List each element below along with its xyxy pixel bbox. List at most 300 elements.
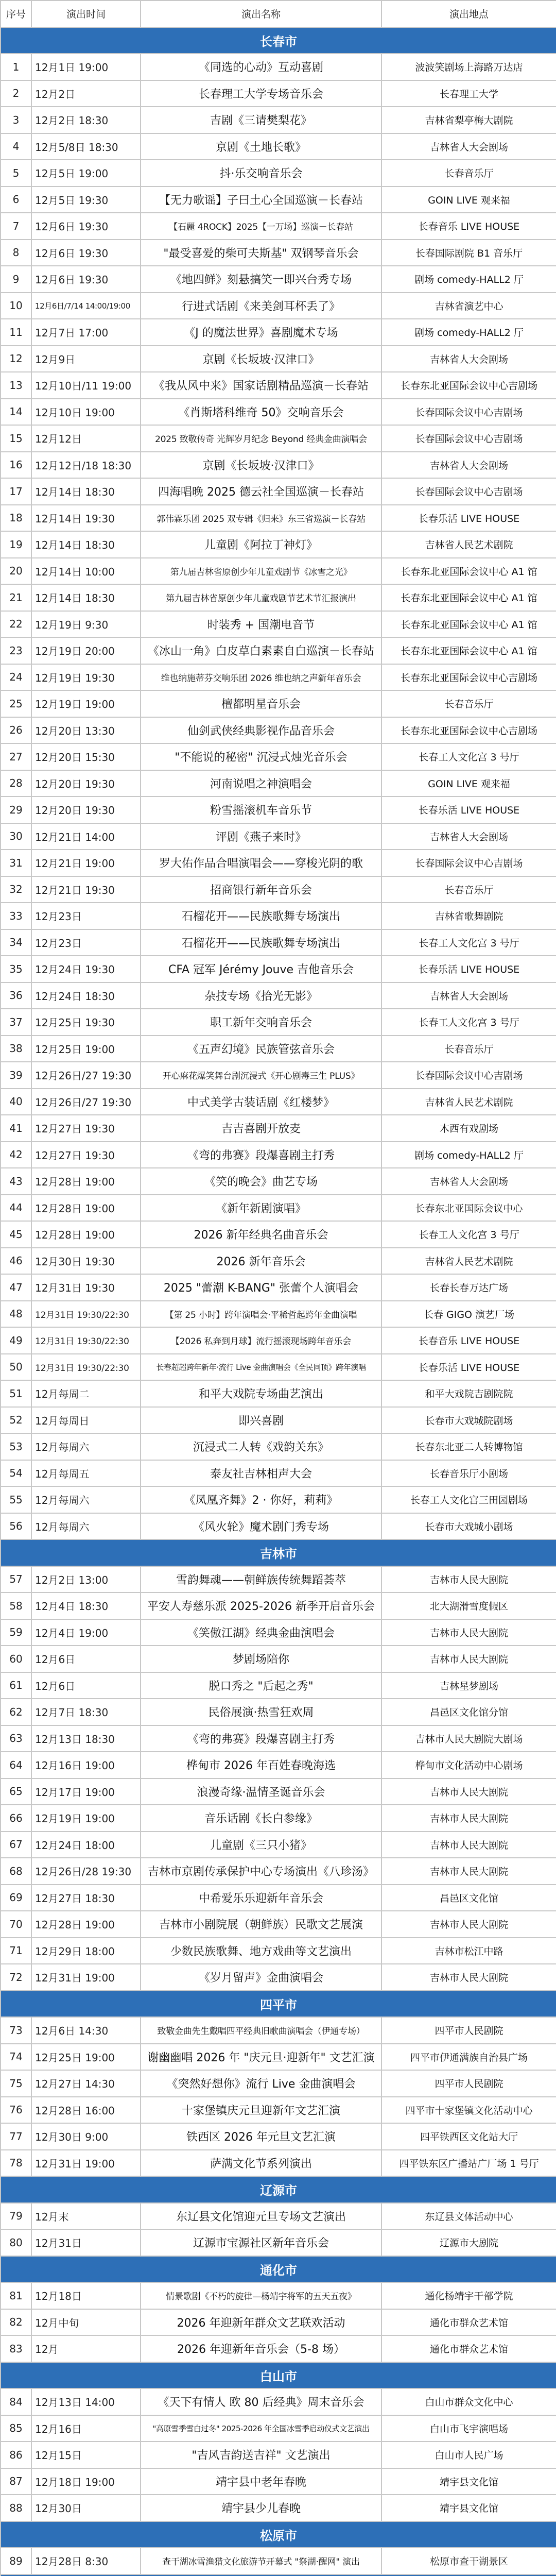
event-venue: 长春音乐厅 <box>381 1036 556 1062</box>
event-row <box>1 929 556 956</box>
event-row <box>1 1301 556 1328</box>
event-venue: 长春东北亚国际会议中心 A1 馆 <box>381 584 556 611</box>
event-venue: 长春东北亚国际会议中心 A1 馆 <box>381 637 556 664</box>
event-time: 12月中旬 <box>31 2309 141 2336</box>
event-time: 12月24日 18:30 <box>31 982 141 1009</box>
event-venue: 长春市大戏城院剧场 <box>381 1407 556 1434</box>
event-name: 吉林市小剧院展（朝鲜族）民歌文艺展演 <box>141 1911 381 1938</box>
event-row <box>1 399 556 426</box>
event-number: 75 <box>1 2070 31 2097</box>
event-row <box>1 2203 556 2230</box>
event-number: 70 <box>1 1911 31 1938</box>
event-row <box>1 1248 556 1275</box>
event-row <box>1 1858 556 1885</box>
event-row <box>1 1274 556 1301</box>
event-time: 12月21日 19:30 <box>31 876 141 903</box>
event-time: 12月30日 9:00 <box>31 2123 141 2150</box>
event-time: 12月27日 18:30 <box>31 1885 141 1911</box>
event-time: 12月每周六 <box>31 1513 141 1540</box>
event-venue: 吉林市松江中路 <box>381 1938 556 1964</box>
event-row <box>1 2070 556 2097</box>
event-time: 12月10日/11 19:00 <box>31 372 141 399</box>
event-time: 12月每周六 <box>31 1486 141 1513</box>
event-number: 38 <box>1 1036 31 1062</box>
event-time: 12月4日 19:00 <box>31 1619 141 1646</box>
event-venue: 长春市大戏城小剧场 <box>381 1513 556 1540</box>
event-name: 抖·乐交响音乐会 <box>141 160 381 187</box>
event-name: 《同选的心动》互动喜剧 <box>141 54 381 80</box>
event-number: 87 <box>1 2468 31 2495</box>
event-number: 52 <box>1 1407 31 1434</box>
event-row <box>1 743 556 770</box>
event-venue: 吉林市人民大剧院大剧场 <box>381 1725 556 1752</box>
event-number: 15 <box>1 425 31 452</box>
event-time: 12月28日 8:30 <box>31 2548 141 2574</box>
event-venue: 剧场 comedy-HALL2 厅 <box>381 1142 556 1168</box>
event-name: "最受喜爱的柴可夫斯基" 双钢琴音乐会 <box>141 240 381 266</box>
event-name: 吉剧《三请樊梨花》 <box>141 107 381 133</box>
event-row <box>1 80 556 107</box>
event-row <box>1 213 556 240</box>
event-name: 行进式话剧《来美剑耳杯丢了》 <box>141 293 381 319</box>
event-row <box>1 1009 556 1036</box>
event-number: 58 <box>1 1592 31 1619</box>
header-venue: 演出地点 <box>381 1 556 27</box>
event-time: 12月27日 19:30 <box>31 1142 141 1168</box>
event-venue: 通化杨靖宇干部学院 <box>381 2282 556 2309</box>
event-venue: 剧场 comedy-HALL2 厅 <box>381 266 556 293</box>
event-venue: 白山市飞宇演唱场 <box>381 2415 556 2442</box>
event-name: 《我从风中来》国家话剧精品巡演－长春站 <box>141 372 381 399</box>
event-row <box>1 1805 556 1832</box>
event-name: 儿童剧《阿拉丁神灯》 <box>141 531 381 558</box>
event-name: 长春理工大学专场音乐会 <box>141 80 381 107</box>
event-time: 12月19日 19:00 <box>31 690 141 717</box>
event-name: 【石麗 4ROCK】2025【一万场】巡演－长春站 <box>141 213 381 240</box>
event-venue: 长春工人文化宫 3 号厅 <box>381 743 556 770</box>
event-number: 27 <box>1 743 31 770</box>
event-name: 河南说唱之神演唱会 <box>141 770 381 797</box>
event-row <box>1 293 556 319</box>
event-name: 2025 "蕾潮 K-BANG" 张蕾个人演唱会 <box>141 1274 381 1301</box>
event-time: 12月26日/27 19:30 <box>31 1089 141 1115</box>
event-name: 即兴喜剧 <box>141 1407 381 1434</box>
event-number: 2 <box>1 80 31 107</box>
event-venue: 波波笑剧场上海路万达店 <box>381 54 556 80</box>
event-name: 《冰山一角》白皮草白素素自白巡演－长春站 <box>141 637 381 664</box>
event-name: 泰友社吉林相声大会 <box>141 1460 381 1487</box>
event-number: 84 <box>1 2388 31 2415</box>
event-name: 维也纳施蒂芬交响乐团 2026 维也纳之声新年音乐会 <box>141 664 381 691</box>
event-venue: 长春 GIGO 演艺厂场 <box>381 1301 556 1328</box>
event-number: 74 <box>1 2044 31 2071</box>
event-venue: 桦甸市文化活动中心剧场 <box>381 1752 556 1778</box>
event-venue: 剧场 comedy-HALL2 厅 <box>381 319 556 346</box>
event-venue: 长春东北亚国际会议中心 <box>381 1195 556 1222</box>
event-name: 2025 致敬传奇 光辉岁月纪念 Beyond 经典金曲演唱会 <box>141 425 381 452</box>
event-row <box>1 425 556 452</box>
event-row <box>1 1460 556 1487</box>
event-name: 平安人寿慈乐派 2025-2026 新季开启音乐会 <box>141 1592 381 1619</box>
event-number: 80 <box>1 2229 31 2256</box>
event-number: 57 <box>1 1566 31 1593</box>
event-number: 1 <box>1 54 31 80</box>
event-venue: 松原市查干湖景区 <box>381 2548 556 2574</box>
event-row <box>1 558 556 585</box>
event-row <box>1 903 556 929</box>
event-time: 12月12日/18 18:30 <box>31 452 141 479</box>
event-time: 12月26日/27 19:30 <box>31 1062 141 1089</box>
event-number: 29 <box>1 796 31 823</box>
event-row <box>1 1142 556 1168</box>
event-row <box>1 1380 556 1407</box>
event-number: 62 <box>1 1699 31 1725</box>
event-venue: 吉林省人民艺术剧院 <box>381 1248 556 1275</box>
section-title: 四平市 <box>1 1991 556 2018</box>
event-name: 四海唱晚 2025 德云社全国巡演－长春站 <box>141 478 381 505</box>
event-name: "吉风吉韵送吉祥" 文艺演出 <box>141 2442 381 2468</box>
event-row <box>1 1592 556 1619</box>
event-row <box>1 2335 556 2362</box>
event-name: 【第 25 小时】跨年演唱会·平稀哲起跨年金曲演唱 <box>141 1301 381 1328</box>
section-title: 长春市 <box>1 27 556 54</box>
event-name: 音乐话剧《长白参缘》 <box>141 1805 381 1832</box>
event-number: 53 <box>1 1433 31 1460</box>
event-name: 【无力歌谣】子曰土心全国巡演－长春站 <box>141 187 381 213</box>
event-venue: 长春音乐厅小剧场 <box>381 1460 556 1487</box>
event-name: 脱口秀之 "后起之秀" <box>141 1672 381 1699</box>
event-number: 59 <box>1 1619 31 1646</box>
event-row <box>1 637 556 664</box>
event-time: 12月4日 18:30 <box>31 1592 141 1619</box>
event-venue: 通化市群众艺术馆 <box>381 2335 556 2362</box>
event-time: 12月31日 19:30/22:30 <box>31 1354 141 1381</box>
event-time: 12月24日 18:00 <box>31 1832 141 1858</box>
event-venue: 辽源市大剧院 <box>381 2229 556 2256</box>
event-number: 45 <box>1 1221 31 1248</box>
event-number: 17 <box>1 478 31 505</box>
event-number: 33 <box>1 903 31 929</box>
event-name: 《J 的魔法世界》喜剧魔术专场 <box>141 319 381 346</box>
section-title: 白山市 <box>1 2362 556 2389</box>
event-venue: 长春音乐 LIVE HOUSE <box>381 213 556 240</box>
section-title: 松原市 <box>1 2521 556 2548</box>
event-time: 12月每周二 <box>31 1380 141 1407</box>
event-name: 京剧《长坂坡·汉津口》 <box>141 346 381 372</box>
event-name: "不能说的秘密" 沉浸式烛光音乐会 <box>141 743 381 770</box>
event-number: 50 <box>1 1354 31 1381</box>
event-time: 12月26日/28 19:30 <box>31 1858 141 1885</box>
section-header-row <box>1 2362 556 2389</box>
event-number: 36 <box>1 982 31 1009</box>
event-time: 12月末 <box>31 2203 141 2230</box>
event-venue: 长春乐活 LIVE HOUSE <box>381 1354 556 1381</box>
event-row <box>1 187 556 213</box>
event-row <box>1 1646 556 1672</box>
event-row <box>1 1964 556 1991</box>
event-time: 12月每周六 <box>31 1433 141 1460</box>
event-number: 19 <box>1 531 31 558</box>
event-time: 12月23日 <box>31 929 141 956</box>
event-time: 12月20日 19:30 <box>31 796 141 823</box>
event-venue: 长春音乐厅 <box>381 690 556 717</box>
event-name: 铁西区 2026 年元旦文艺汇演 <box>141 2123 381 2150</box>
event-venue: 长春东北亚国际会议中心 A1 馆 <box>381 611 556 638</box>
event-venue: 四平铁东区广播站广厂场 1 号厅 <box>381 2150 556 2177</box>
event-row <box>1 478 556 505</box>
event-number: 34 <box>1 929 31 956</box>
event-row <box>1 2468 556 2495</box>
event-venue: 和平大戏院吉剧院院 <box>381 1380 556 1407</box>
event-venue: 长春国际会议中心吉剧场 <box>381 478 556 505</box>
event-venue: 长春东北亚国际会议中心吉剧场 <box>381 717 556 744</box>
event-row <box>1 160 556 187</box>
event-name: 京剧《长坂坡·汉津口》 <box>141 452 381 479</box>
event-row <box>1 505 556 532</box>
section-header-row <box>1 2176 556 2203</box>
event-time: 12月9日 <box>31 346 141 372</box>
event-name: 中式美学古装话剧《红楼梦》 <box>141 1089 381 1115</box>
event-venue: 长春工人文化宫三田园剧场 <box>381 1486 556 1513</box>
event-row <box>1 452 556 479</box>
event-row <box>1 690 556 717</box>
section-title: 吉林市 <box>1 1539 556 1566</box>
event-venue: 长春乐活 LIVE HOUSE <box>381 956 556 982</box>
event-number: 13 <box>1 372 31 399</box>
event-venue: 吉林市人民大剧院 <box>381 1858 556 1885</box>
event-name: 2026 新年音乐会 <box>141 1248 381 1275</box>
event-name: 招商银行新年音乐会 <box>141 876 381 903</box>
event-time: 12月30日 <box>31 2495 141 2521</box>
event-name: 民俗展演·热雪狂欢周 <box>141 1699 381 1725</box>
event-number: 47 <box>1 1274 31 1301</box>
event-row <box>1 796 556 823</box>
event-venue: 吉林省人大会剧场 <box>381 823 556 850</box>
event-name: 致敬金曲先生戴唱四平经典旧歌曲演唱会（伊通专场） <box>141 2017 381 2044</box>
event-name: 京剧《土地长歌》 <box>141 133 381 160</box>
event-time: 12月 <box>31 2335 141 2362</box>
event-number: 25 <box>1 690 31 717</box>
event-name: 雪韵舞魂——朝鲜族传统舞蹈荟萃 <box>141 1566 381 1593</box>
event-row <box>1 2415 556 2442</box>
event-time: 12月31日 19:00 <box>31 1964 141 1991</box>
event-name: 辽源市宝源社区新年音乐会 <box>141 2229 381 2256</box>
event-number: 61 <box>1 1672 31 1699</box>
event-time: 12月14日 19:30 <box>31 505 141 532</box>
event-row <box>1 956 556 982</box>
event-venue: 吉林省人民艺术剧院 <box>381 1089 556 1115</box>
event-venue: 吉林省人大会剧场 <box>381 982 556 1009</box>
event-venue: 长春乐活 LIVE HOUSE <box>381 796 556 823</box>
event-name: 长春超超跨年新年·流行 Live 金曲演唱会《全民同顶》跨年演唱 <box>141 1354 381 1381</box>
event-venue: 吉林市人民大剧院 <box>381 1964 556 1991</box>
event-venue: 长春东北亚国际会议中心吉剧场 <box>381 372 556 399</box>
event-row <box>1 107 556 133</box>
event-number: 51 <box>1 1380 31 1407</box>
event-time: 12月31日 19:30 <box>31 1274 141 1301</box>
event-name: 《岁月留声》金曲演唱会 <box>141 1964 381 1991</box>
event-row <box>1 133 556 160</box>
event-name: 罗大佑作品合唱演唱会——穿梭光阴的歌 <box>141 850 381 876</box>
event-venue: 昌邑区文化馆 <box>381 1885 556 1911</box>
event-time: 12月10日 19:00 <box>31 399 141 426</box>
event-time: 12月25日 19:00 <box>31 1036 141 1062</box>
event-name: 东辽县文化馆迎元旦专场文艺演出 <box>141 2203 381 2230</box>
event-venue: 长春国际会议中心吉剧场 <box>381 425 556 452</box>
event-row <box>1 770 556 797</box>
event-time: 12月28日 19:00 <box>31 1195 141 1222</box>
event-time: 12月27日 19:30 <box>31 1115 141 1142</box>
event-venue: 长春东北亚国际会议中心吉剧场 <box>381 664 556 691</box>
event-row <box>1 1089 556 1115</box>
event-name: 《笑傲江湖》经典金曲演唱会 <box>141 1619 381 1646</box>
event-number: 16 <box>1 452 31 479</box>
event-row <box>1 372 556 399</box>
event-number: 69 <box>1 1885 31 1911</box>
event-number: 42 <box>1 1142 31 1168</box>
event-name: 2026 年迎新年群众文艺联欢活动 <box>141 2309 381 2336</box>
event-number: 88 <box>1 2495 31 2521</box>
event-time: 12月17日 19:00 <box>31 1778 141 1805</box>
event-venue: 长春乐活 LIVE HOUSE <box>381 505 556 532</box>
event-row <box>1 1407 556 1434</box>
event-venue: 长春国际剧院 B1 音乐厅 <box>381 240 556 266</box>
event-number: 73 <box>1 2017 31 2044</box>
event-number: 7 <box>1 213 31 240</box>
event-name: 石榴花开——民族歌舞专场演出 <box>141 903 381 929</box>
event-time: 12月14日 18:30 <box>31 478 141 505</box>
event-row <box>1 1619 556 1646</box>
event-time: 12月20日 13:30 <box>31 717 141 744</box>
event-name: 查干湖冰雪渔猎文化旅游节开幕式 "祭湖·醒网" 演出 <box>141 2548 381 2574</box>
event-time: 12月6日 <box>31 1646 141 1672</box>
event-name: 《地四鲜》刻悬搞笑一即兴台秀专场 <box>141 266 381 293</box>
event-venue: 长春音乐 LIVE HOUSE <box>381 1327 556 1354</box>
event-number: 35 <box>1 956 31 982</box>
event-row <box>1 1725 556 1752</box>
event-venue: 四平市人民剧院 <box>381 2017 556 2044</box>
event-time: 12月每周日 <box>31 1407 141 1434</box>
event-time: 12月2日 <box>31 80 141 107</box>
event-row <box>1 240 556 266</box>
event-row <box>1 1911 556 1938</box>
event-number: 44 <box>1 1195 31 1222</box>
event-row <box>1 584 556 611</box>
event-name: 第九届吉林省原创少年儿童戏剧节《冰雪之光》 <box>141 558 381 585</box>
event-venue: 吉林市人民大剧院 <box>381 1566 556 1593</box>
event-venue: 吉林市人民大剧院 <box>381 1778 556 1805</box>
event-name: 《肖斯塔科维奇 50》交响音乐会 <box>141 399 381 426</box>
event-venue: 吉林省演艺中心 <box>381 293 556 319</box>
event-time: 12月16日 19:00 <box>31 1752 141 1778</box>
event-venue: 吉林省人大会剧场 <box>381 346 556 372</box>
event-name: 少数民族歌舞、地方戏曲等文艺演出 <box>141 1938 381 1964</box>
event-venue: 北大湖滑雪度假区 <box>381 1592 556 1619</box>
event-venue: 长春工人文化宫 3 号厅 <box>381 929 556 956</box>
event-venue: 长春音乐厅 <box>381 876 556 903</box>
event-row <box>1 876 556 903</box>
event-time: 12月28日 19:00 <box>31 1911 141 1938</box>
section-header-row <box>1 2574 556 2576</box>
event-number: 56 <box>1 1513 31 1540</box>
event-time: 12月18日 19:00 <box>31 2468 141 2495</box>
event-venue: 白山市群众文化中心 <box>381 2388 556 2415</box>
event-number: 6 <box>1 187 31 213</box>
event-number: 18 <box>1 505 31 532</box>
event-name: 2026 年迎新年音乐会（5-8 场） <box>141 2335 381 2362</box>
event-name: 2026 新年经典名曲音乐会 <box>141 1221 381 1248</box>
event-time: 12月19日 19:30 <box>31 664 141 691</box>
event-name: 儿童剧《三只小猪》 <box>141 1832 381 1858</box>
event-venue: 昌邑区文化馆分馆 <box>381 1699 556 1725</box>
event-row <box>1 1327 556 1354</box>
event-row <box>1 850 556 876</box>
event-venue: 吉林市人民大剧院 <box>381 1619 556 1646</box>
event-number: 63 <box>1 1725 31 1752</box>
section-header-row <box>1 1991 556 2018</box>
event-time: 12月6日 <box>31 1672 141 1699</box>
event-name: 吉吉喜剧开放麦 <box>141 1115 381 1142</box>
event-name: 桦甸市 2026 年百姓春晚海选 <box>141 1752 381 1778</box>
event-venue: 长春工人文化宫 3 号厅 <box>381 1009 556 1036</box>
event-row <box>1 982 556 1009</box>
event-row <box>1 2017 556 2044</box>
event-name: 仙剑武侠经典影视作品音乐会 <box>141 717 381 744</box>
event-venue: 长春工人文化宫 3 号厅 <box>381 1221 556 1248</box>
event-number: 72 <box>1 1964 31 1991</box>
event-time: 12月31日 19:30/22:30 <box>31 1301 141 1328</box>
event-row <box>1 1486 556 1513</box>
event-time: 12月16日 <box>31 2415 141 2442</box>
header-name: 演出名称 <box>141 1 381 27</box>
event-name: 沉浸式二人转《戏韵关东》 <box>141 1433 381 1460</box>
event-row <box>1 1885 556 1911</box>
event-venue: 通化市群众艺术馆 <box>381 2309 556 2336</box>
event-number: 23 <box>1 637 31 664</box>
event-venue: 吉林省人大会剧场 <box>381 133 556 160</box>
event-number: 4 <box>1 133 31 160</box>
event-name: 《新年新剧演唱》 <box>141 1195 381 1222</box>
event-time: 12月27日 14:30 <box>31 2070 141 2097</box>
event-time: 12月31日 19:30/22:30 <box>31 1327 141 1354</box>
event-venue: 吉林省人大会剧场 <box>381 452 556 479</box>
event-row <box>1 1566 556 1593</box>
event-time: 12月7日 17:00 <box>31 319 141 346</box>
section-header-row <box>1 2521 556 2548</box>
event-time: 12月31日 <box>31 2229 141 2256</box>
event-time: 12月25日 19:00 <box>31 2044 141 2071</box>
event-name: 靖宇县少儿春晚 <box>141 2495 381 2521</box>
event-time: 12月5日 19:00 <box>31 160 141 187</box>
event-row <box>1 1699 556 1725</box>
event-row <box>1 2044 556 2071</box>
event-row <box>1 54 556 80</box>
event-row <box>1 266 556 293</box>
event-number: 83 <box>1 2335 31 2362</box>
event-number: 86 <box>1 2442 31 2468</box>
event-venue: 四平市十家堡镇文化活动中心 <box>381 2097 556 2124</box>
event-name: 《风火轮》魔术剧门秀专场 <box>141 1513 381 1540</box>
event-venue: 吉林省歌舞剧院 <box>381 903 556 929</box>
event-time: 12月14日 10:00 <box>31 558 141 585</box>
event-name: 《笑的晚会》曲艺专场 <box>141 1168 381 1195</box>
event-number: 49 <box>1 1327 31 1354</box>
event-row <box>1 2495 556 2521</box>
event-number: 65 <box>1 1778 31 1805</box>
event-venue: 长春理工大学 <box>381 80 556 107</box>
event-time: 12月2日 18:30 <box>31 107 141 133</box>
event-number: 46 <box>1 1248 31 1275</box>
